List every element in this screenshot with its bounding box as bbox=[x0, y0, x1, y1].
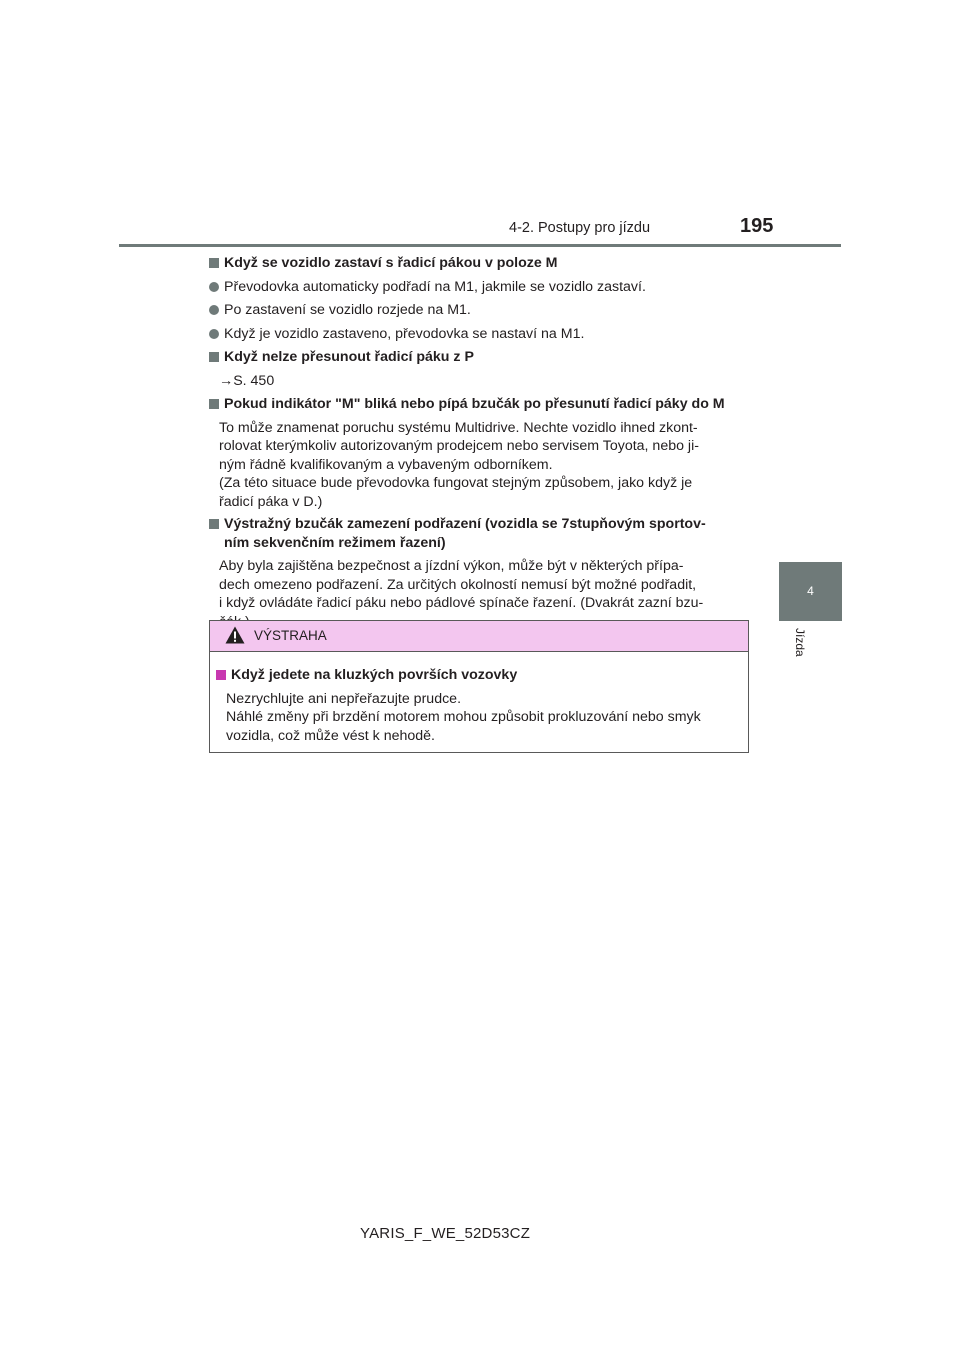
warning-heading bbox=[216, 666, 748, 685]
paragraph-line: i když ovládáte řadicí páku nebo pádlové spínače řazení. (Dvakrát zazní bzu- bbox=[219, 595, 704, 611]
section-heading bbox=[209, 348, 751, 367]
section-heading bbox=[209, 515, 751, 552]
square-bullet-icon bbox=[209, 399, 219, 409]
square-bullet-icon bbox=[216, 670, 226, 680]
page-number: 195 bbox=[740, 215, 774, 237]
section-heading-text: Když se vozidlo zastaví s řadicí pákou v poloze M bbox=[224, 255, 558, 271]
paragraph-line: To může znamenat poruchu systému Multidrive. Nechte vozidlo ihned zkont- bbox=[219, 419, 698, 436]
paragraph-line: (Za této situace bude převodovka fungovat stejným způsobem, jako když je bbox=[219, 475, 693, 491]
paragraph-line: Aby byla zajištěna bezpečnost a jízdní výkon, může být v některých přípa- bbox=[219, 558, 684, 574]
section-heading bbox=[209, 395, 751, 414]
footer-document-code: YARIS_F_WE_52D53CZ bbox=[360, 1225, 531, 1242]
warning-header bbox=[210, 621, 748, 652]
chapter-label: Jízda bbox=[793, 628, 807, 657]
paragraph-line: Nezrychlujte ani nepřeřazujte prudce. bbox=[226, 690, 462, 707]
warning-box bbox=[209, 620, 749, 753]
list-item bbox=[209, 278, 751, 297]
section-paragraph bbox=[209, 419, 751, 512]
paragraph-line: řadicí páka v D.) bbox=[219, 493, 323, 510]
section-heading-text: Pokud indikátor "M" bliká nebo pípá bzučák po přesunutí řadicí páky do M bbox=[224, 396, 725, 412]
section-heading bbox=[209, 254, 751, 273]
warning-body bbox=[210, 652, 748, 745]
section-heading-text: Výstražný bzučák zamezení podřazení (vozidla se 7stupňovým sportov- bbox=[224, 516, 706, 532]
square-bullet-icon bbox=[209, 258, 219, 268]
section-heading-text: Když nelze přesunout řadicí páku z P bbox=[224, 349, 474, 365]
section-heading-text: ním sekvenčním režimem řazení) bbox=[224, 534, 446, 551]
circle-bullet-icon bbox=[209, 329, 219, 339]
square-bullet-icon bbox=[209, 519, 219, 529]
warning-heading-text: Když jedete na kluzkých površích vozovky bbox=[231, 667, 518, 683]
list-item-text: Převodovka automaticky podřadí na M1, jakmile se vozidlo zastaví. bbox=[224, 278, 646, 295]
paragraph-line: ným řádně kvalifikovaným a vybaveným odborníkem. bbox=[219, 456, 553, 473]
list-item-text: Po zastavení se vozidlo rozjede na M1. bbox=[224, 302, 471, 318]
page-content bbox=[209, 254, 751, 635]
warning-triangle-icon bbox=[225, 626, 245, 644]
warning-title: VÝSTRAHA bbox=[254, 628, 327, 643]
paragraph-line: dech omezeno podřazení. Za určitých okolností nemusí být možné podřadit, bbox=[219, 576, 697, 593]
circle-bullet-icon bbox=[209, 282, 219, 292]
list-item-text: Když je vozidlo zastaveno, převodovka se nastaví na M1. bbox=[224, 325, 585, 342]
page-reference: →S. 450 bbox=[219, 372, 275, 389]
paragraph-line: vozidla, což může vést k nehodě. bbox=[226, 727, 435, 744]
paragraph-line: rolovat kterýmkoliv autorizovaným prodejcem nebo servisem Toyota, nebo ji- bbox=[219, 438, 699, 454]
circle-bullet-icon bbox=[209, 305, 219, 315]
list-item bbox=[209, 301, 751, 320]
header-rule bbox=[119, 244, 841, 247]
header-section-title: 4-2. Postupy pro jízdu bbox=[509, 220, 651, 236]
square-bullet-icon bbox=[209, 352, 219, 362]
warning-paragraph bbox=[216, 690, 748, 746]
list-item bbox=[209, 325, 751, 344]
paragraph-line: Náhlé změny při brzdění motorem mohou způsobit prokluzování nebo smyk bbox=[226, 709, 701, 725]
chapter-tab: 4 bbox=[779, 562, 842, 621]
